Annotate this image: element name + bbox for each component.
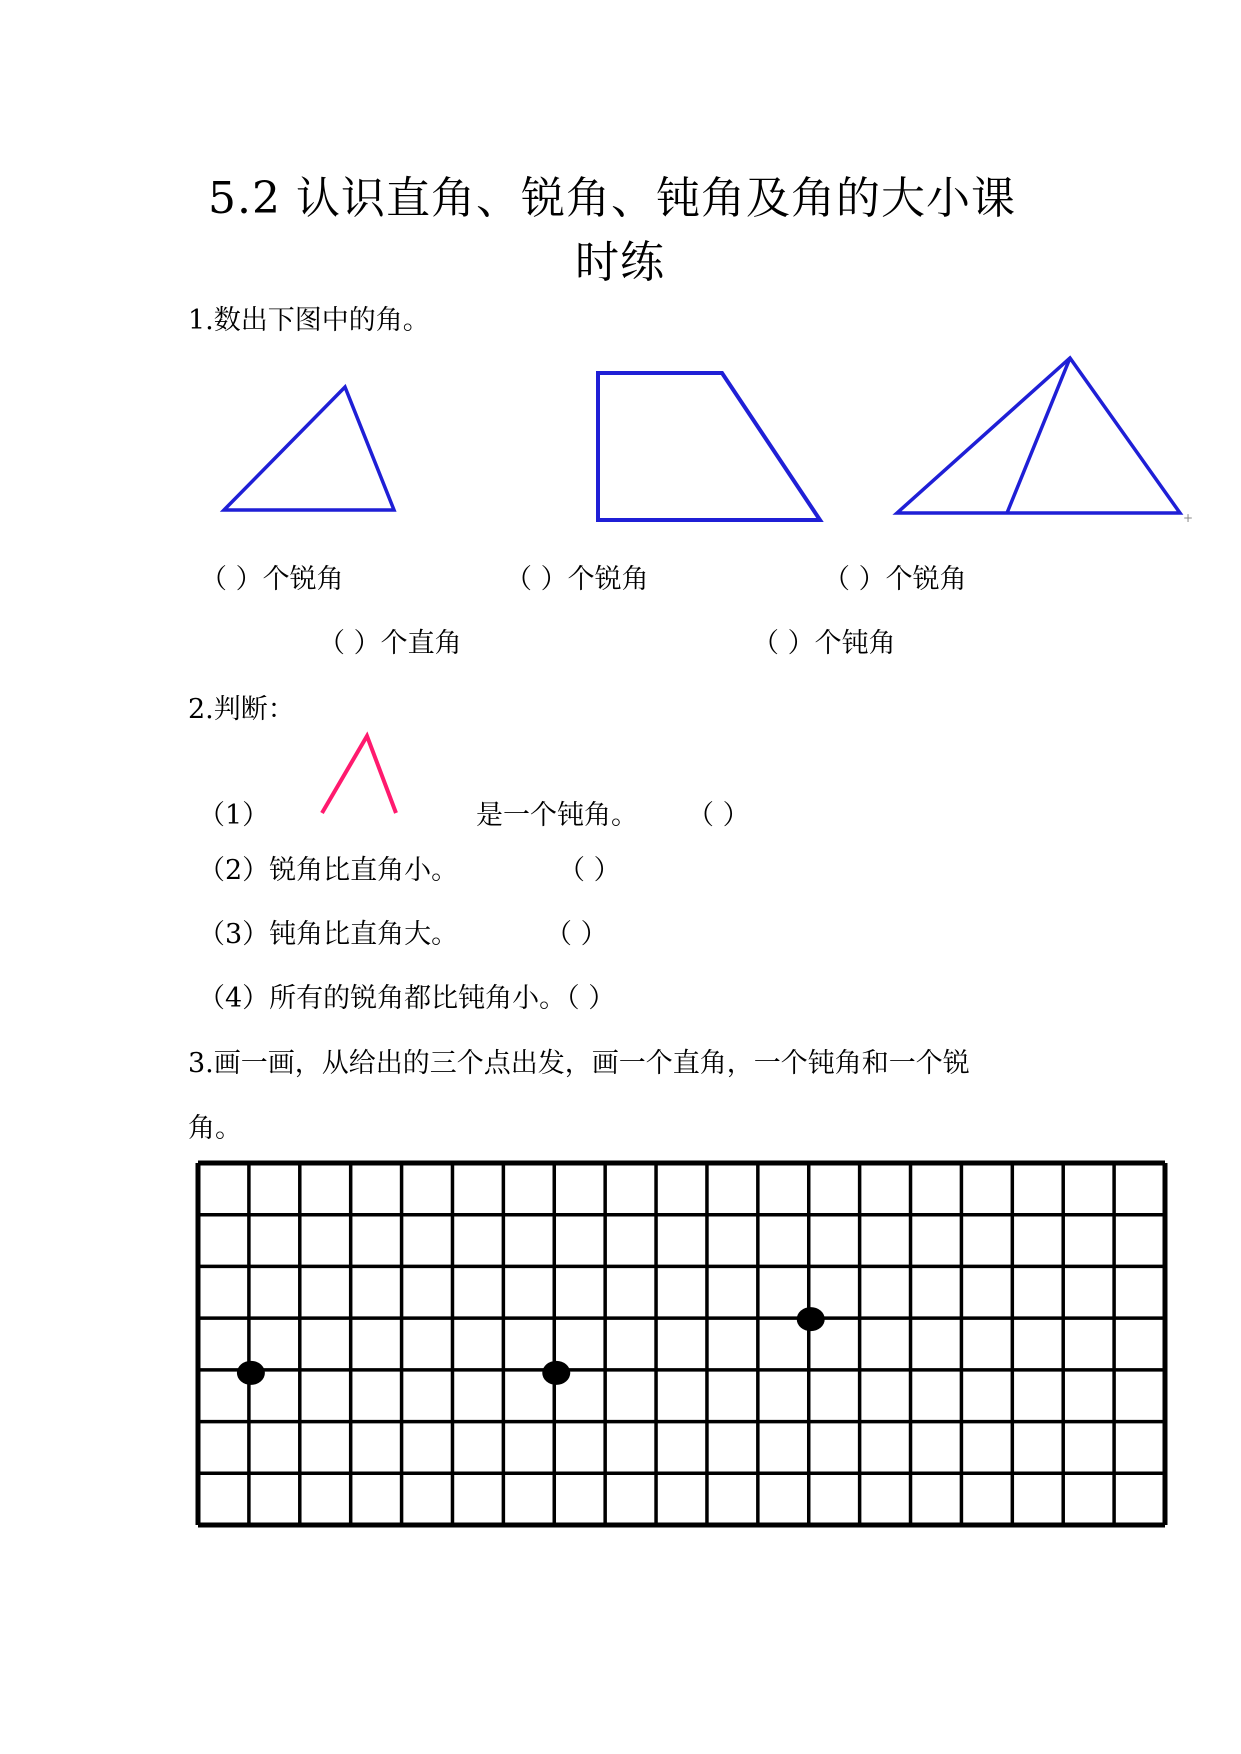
judge-1-label: （1）	[198, 800, 270, 831]
question-3-prompt-line1: 3.画一画，从给出的三个点出发，画一个直角，一个钝角和一个锐	[188, 1048, 970, 1079]
judge-2-answer[interactable]: （ ）	[558, 855, 621, 886]
page-title-line1: 5.2 认识直角、锐角、钝角及角的大小课	[208, 173, 1016, 224]
question-2-prompt: 2.判断：	[188, 694, 295, 725]
judge-4-text: （4）所有的锐角都比钝角小。（ ）	[198, 983, 616, 1014]
start-point-dot	[797, 1307, 825, 1331]
page-title-line2: 时练	[575, 237, 665, 288]
answer-obtuse-angles[interactable]: （ ）个钝角	[752, 628, 896, 659]
start-point-dot	[542, 1361, 570, 1385]
judge-1-answer[interactable]: （ ）	[687, 800, 750, 831]
question-3-prompt-line2: 角。	[188, 1113, 242, 1144]
answer-right-angles[interactable]: （ ）个直角	[318, 628, 462, 659]
answer-acute-triangle[interactable]: （ ）个锐角	[200, 564, 344, 595]
answer-acute-trapezoid[interactable]: （ ）个锐角	[505, 564, 649, 595]
judge-3-answer[interactable]: （ ）	[545, 919, 608, 950]
start-point-dot	[237, 1361, 265, 1385]
question-1-prompt: 1.数出下图中的角。	[188, 305, 430, 336]
judge-3-text: （3）钝角比直角大。	[198, 919, 459, 950]
judge-1-text: 是一个钝角。	[476, 800, 638, 831]
answer-acute-split-triangle[interactable]: （ ）个锐角	[823, 564, 967, 595]
svg-text:+: +	[1183, 511, 1194, 525]
judge-2-text: （2）锐角比直角小。	[198, 855, 459, 886]
